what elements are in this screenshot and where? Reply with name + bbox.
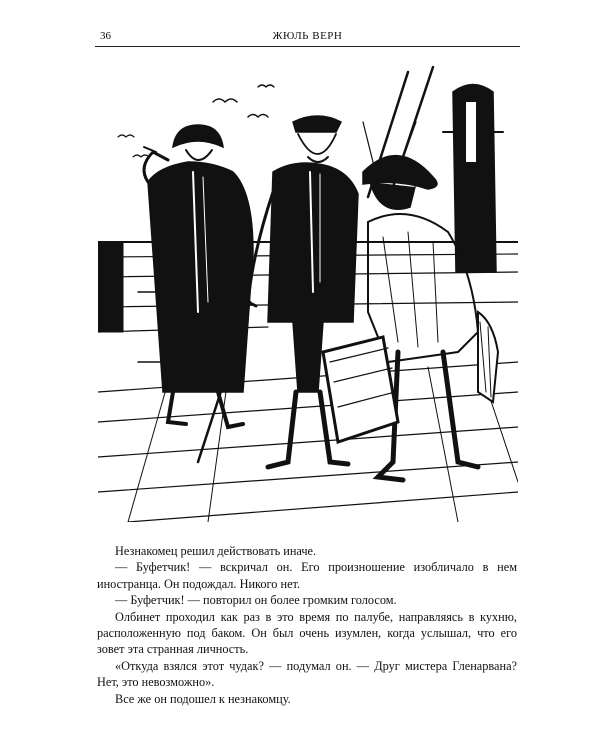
page-number: 36 [100, 30, 111, 42]
paragraph: Олбинет проходил как раз в это время по палубе, направляясь в кухню, расположенную под баком. Он был очень изумлен, когда услышал, что его зовет эта странная личность. [97, 609, 517, 657]
paragraph: — Буфетчик! — повторил он более громким голосом. [115, 593, 397, 608]
paragraph: «Откуда взялся этот чудак? — подумал он. — Друг мистера Гленарвана? Нет, это невозможно». [97, 658, 517, 690]
paragraph: — Буфетчик! — вскричал он. Его произношение изобличало в нем иностранца. Он подождал. Никого нет. [97, 560, 517, 591]
paragraph: Незнакомец решил действовать иначе. [115, 544, 317, 558]
running-title: ЖЮЛЬ ВЕРН [272, 30, 343, 42]
paragraph: Все же он подошел к незнакомцу. [115, 691, 291, 706]
ship-deck-engraving [98, 62, 518, 522]
running-head [100, 30, 515, 46]
header-rule [95, 46, 520, 47]
body-text [97, 543, 517, 707]
illustration [98, 62, 518, 522]
